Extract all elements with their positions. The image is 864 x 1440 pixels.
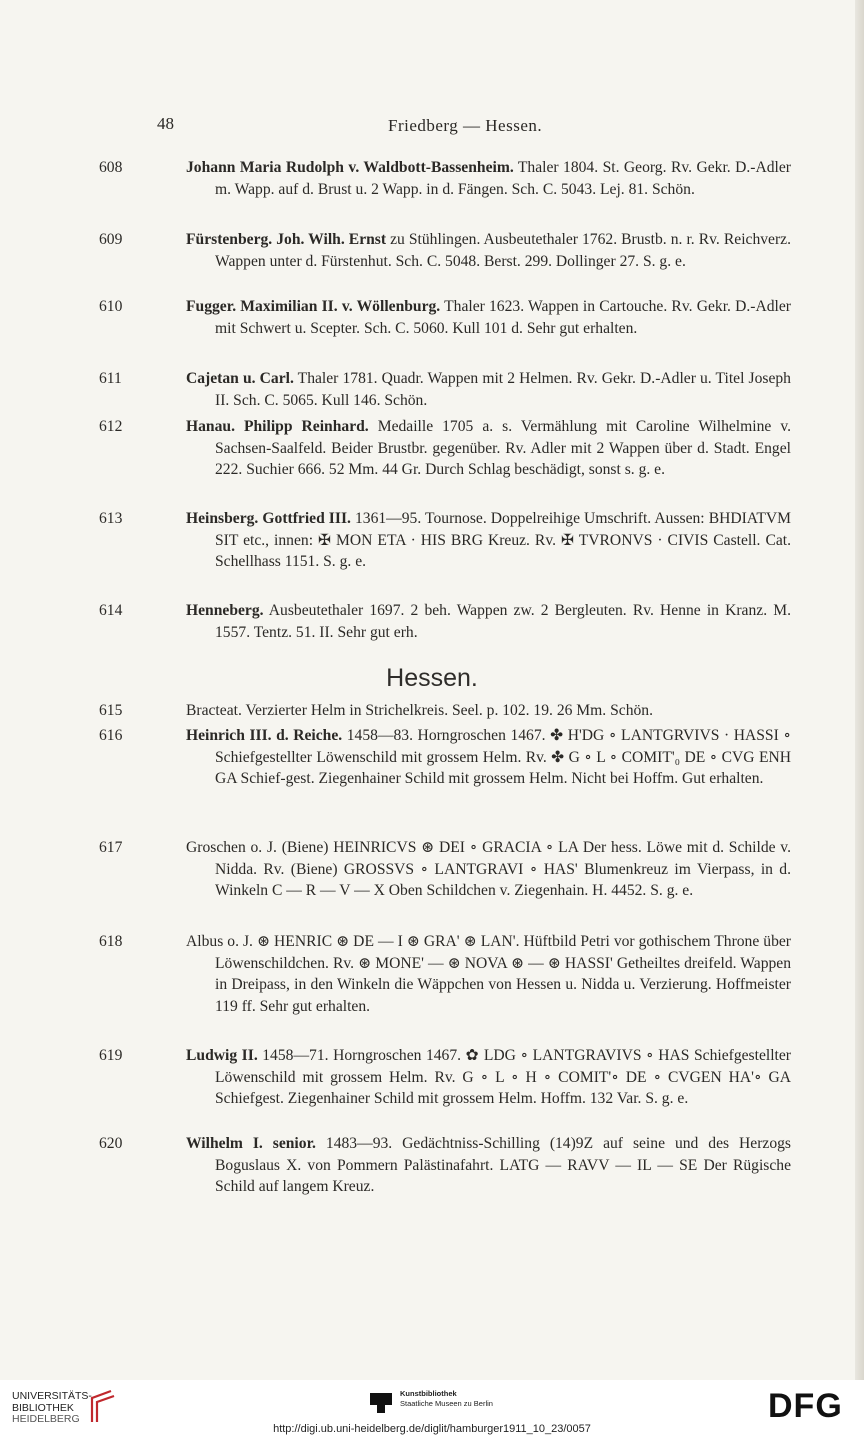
ub-heidelberg-logo[interactable]: UNIVERSITÄTS- BIBLIOTHEK HEIDELBERG xyxy=(12,1390,92,1425)
entry-614: 614 Henneberg. Ausbeutethaler 1697. 2 beh. Wappen zw. 2 Bergleuten. Rv. Henne in Kranz. M. 1557. Tentz. 51. II. Sehr gut erh. xyxy=(99,602,791,641)
page-number: 48 xyxy=(157,114,174,133)
kunstbibliothek-icon xyxy=(369,1390,393,1414)
dfg-logo[interactable]: DFG xyxy=(768,1387,843,1425)
kunstbibliothek-label[interactable]: Kunstbibliothek Staatliche Museen zu Berlin xyxy=(400,1389,493,1408)
section-heading: Hessen. xyxy=(386,664,478,692)
entry-609: 609 Fürstenberg. Joh. Wilh. Ernst zu Stühlingen. Ausbeutethaler 1762. Brustb. n. r. Rv. Reichverz. Wappen unter d. Fürstenhut. Sch. C. 5048. Berst. 299. Dollinger 27. S. g. e. xyxy=(99,231,791,270)
page-title: Friedberg — Hessen. xyxy=(388,116,543,135)
source-url[interactable]: http://digi.ub.uni-heidelberg.de/diglit/hamburger1911_10_23/0057 xyxy=(273,1423,591,1435)
entry-618: 618 Albus o. J. ⊛ HENRIC ⊛ DE — I ⊛ GRA' ⊛ LAN'. Hüftbild Petri vor gothischem Throne über Löwenschildchen. Rv. ⊛ MONE' — ⊛ NOVA ⊛ — ⊛ HASSI' Getheiltes dreifeld. Wappen in Dreipass, in den Winkeln die Wäppchen von Hessen u. Nidda u. Verzierung. Hoffmeister 119 ff. Sehr gut erhalten. xyxy=(99,933,791,1015)
entry-608: 608 Johann Maria Rudolph v. Waldbott-Bassenheim. Thaler 1804. St. Georg. Rv. Gekr. D.-Adler m. Wapp. auf d. Brust u. 2 Wapp. in d. Fängen. Sch. C. 5043. Lej. 81. Schön. xyxy=(99,159,791,198)
entry-617: 617 Groschen o. J. (Biene) HEINRICVS ⊛ DEI ∘ GRACIA ∘ LA Der hess. Löwe mit d. Schilde v. Nidda. Rv. (Biene) GROSSVS ∘ LANTGRAVI ∘ HAS' Blumenkreuz im Vierpass, in d. Winkeln C — R — V — X Oben Schildchen v. Ziegenhain. H. 4452. S. g. e. xyxy=(99,839,791,899)
entry-619: 619 Ludwig II. 1458—71. Horngroschen 1467. ✿ LDG ∘ LANTGRAVIVS ∘ HAS Schiefgestellter Löwenschild mit grossem Helm. Rv. G ∘ L ∘ H ∘ COMIT'∘ DE ∘ CVGEN HA'∘ GA Schiefgest. Ziegenhainer Schild mit grossem Helm. Hoffm. 132 Var. S. g. e. xyxy=(99,1047,791,1107)
entry-613: 613 Heinsberg. Gottfried III. 1361—95. Tournose. Doppelreihige Umschrift. Aussen: BHDIATVM SIT etc., innen: ✠ MON ETA · HIS BRG Kreuz. Rv. ✠ TVRONVS · CIVIS Castell. Cat. Schellhass 1151. S. g. e. xyxy=(99,510,791,570)
entry-610: 610 Fugger. Maximilian II. v. Wöllenburg. Thaler 1623. Wappen in Cartouche. Rv. Gekr. D.-Adler mit Schwert u. Scepter. Sch. C. 5060. Kull 101 d. Sehr gut erhalten. xyxy=(99,298,791,337)
running-header xyxy=(0,114,864,138)
entry-612: 612 Hanau. Philipp Reinhard. Medaille 1705 a. s. Vermählung mit Caroline Wilhelmine v. Sachsen-Saalfeld. Beider Brustbr. gegenüber. Rv. Adler mit 2 Wappen über d. Stadt. Engel 222. Suchier 666. 52 Mm. 44 Gr. Durch Schlag beschädigt, sonst s. g. e. xyxy=(99,418,792,478)
entry-611: 611 Cajetan u. Carl. Thaler 1781. Quadr. Wappen mit 2 Helmen. Rv. Gekr. D.-Adler u. Titel Joseph II. Sch. C. 5065. Kull 146. Schön. xyxy=(99,370,791,409)
entry-616: 616 Heinrich III. d. Reiche. 1458—83. Horngroschen 1467. ✤ H'DG ∘ LANTGRVIVS · HASSI ∘ Schiefgestellter Löwenschild mit grossem Helm. Rv. ✤ G ∘ L ∘ COMIT'₀ DE ∘ CVG ENH GA Schief-gest. Ziegenhainer Schild mit grossem Helm. Nicht bei Hoffm. Gut erhalten. xyxy=(99,727,791,787)
ub-logo-icon xyxy=(89,1388,117,1424)
entry-615: 615 Bracteat. Verzierter Helm in Strichelkreis. Seel. p. 102. 19. 26 Mm. Schön. xyxy=(99,702,653,719)
entry-620: 620 Wilhelm I. senior. 1483—93. Gedächtniss-Schilling (14)9Z auf seine und des Herzogs Boguslaus X. von Pommern Palästinafahrt. LATG — RAVV — IL — SE Der Rügische Schild auf langem Kreuz. xyxy=(99,1135,791,1195)
